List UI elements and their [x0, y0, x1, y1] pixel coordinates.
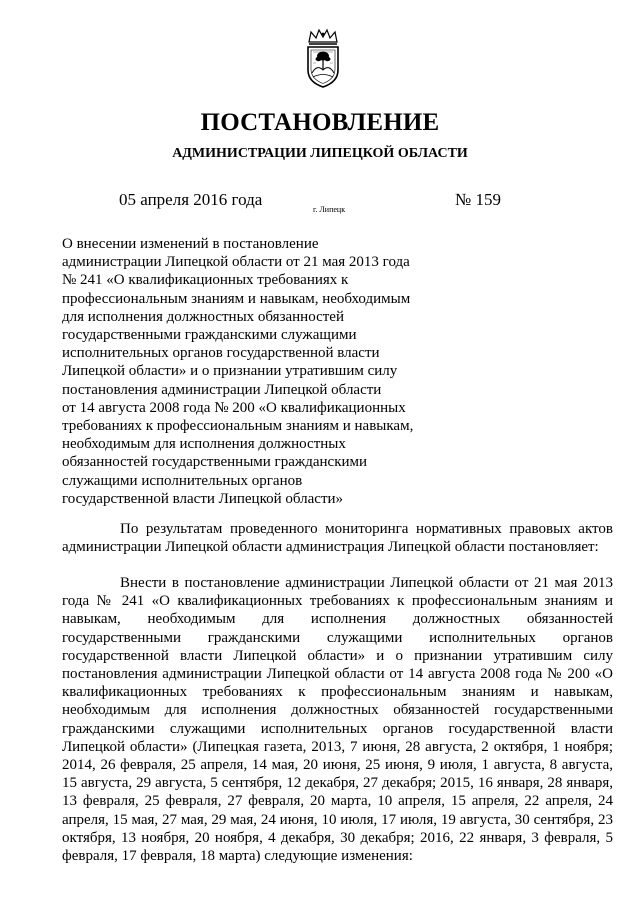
document-city: г. Липецк — [313, 205, 346, 214]
document-number: № 159 — [455, 190, 501, 209]
document-subject: О внесении изменений в постановление администрации Липецкой области от 21 мая 2013 года № 241 «О квалификационных требованиях к профессиональным знаниям и навыкам, необходимым для исполнения должностных обязанностей государственными гражданскими служащими исполнительных органов государственной власти Липецкой области» и о признании утратившим силу постановления администрации Липецкой области от 14 августа 2008 года № 200 «О квалификационных требованиях к профессиональным знаниям и навыкам, необходимым для исполнения должностных обязанностей государственными гражданскими служащими исполнительных органов государственной власти Липецкой области» — [62, 236, 414, 507]
paragraph-amendment: Внести в постановление администрации Липецкой области от 21 мая 2013 года № 241 «О квалификационных требованиях к профессиональным знаниям и навыкам, необходимым для исполнения должностных обязанностей государственными гражданскими служащими исполнительных органов государственной власти Липецкой области» и о признании утратившим силу постановления администрации Липецкой области от 14 августа 2008 года № 200 «О квалификационных требованиях к профессиональным знаниям и навыкам, необходимым для исполнения должностных обязанностей государственными гражданскими служащими исполнительных органов государственной власти Липецкой области» (Липецкая газета, 2013, 7 июня, 28 августа, 2 октября, 1 ноября; 2014, 26 февраля, 25 апреля, 14 мая, 20 июня, 25 июня, 9 июля, 1 августа, 8 августа, 15 августа, 29 августа, 5 сентября, 12 декабря, 27 декабря; 2015, 16 января, 28 января, 13 февраля, 25 февраля, 27 февраля, 20 марта, 10 апреля, 15 апреля, 22 апреля, 24 апреля, 15 мая, 27 мая, 29 мая, 24 июня, 10 июля, 17 июля, 19 августа, 30 сентября, 23 октября, 13 ноября, 20 ноября, 4 декабря, 30 декабря; 2016, 22 января, 3 февраля, 5 февраля, 17 февраля, 18 марта) следующие изменения: — [62, 575, 613, 865]
document-date: 05 апреля 2016 года — [119, 190, 263, 209]
document-title: ПОСТАНОВЛЕНИЕ — [200, 109, 440, 136]
paragraph-preamble: По результатам проведенного мониторинга нормативных правовых актов администрации Липецкой области администрация Липецкой области постановляет: — [62, 521, 613, 556]
document-issuer: АДМИНИСТРАЦИИ ЛИПЕЦКОЙ ОБЛАСТИ — [172, 146, 468, 161]
coat-of-arms-icon — [303, 28, 343, 90]
